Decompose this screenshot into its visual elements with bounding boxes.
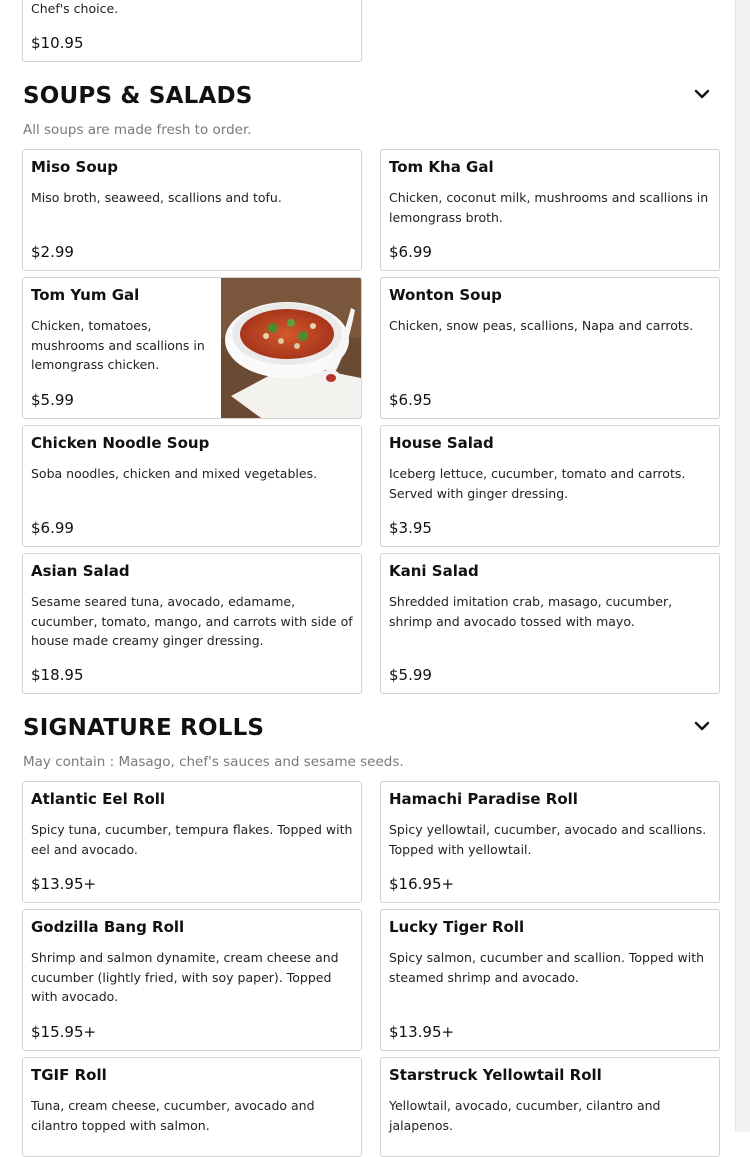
menu-item-description: Miso broth, seaweed, scallions and tofu. xyxy=(31,190,282,205)
menu-item-card-lucky-tiger-roll[interactable] xyxy=(380,909,720,1051)
menu-item-card-kani-salad[interactable] xyxy=(380,553,720,694)
menu-item-name: Hamachi Paradise Roll xyxy=(389,790,578,808)
menu-item-description: Spicy salmon, cucumber and scallion. Topped with steamed shrimp and avocado. xyxy=(389,950,705,985)
menu-item-card-godzilla-bang-roll[interactable] xyxy=(22,909,362,1051)
menu-item-name: Miso Soup xyxy=(31,158,119,176)
section-title-soups-salads: SOUPS & SALADS xyxy=(23,83,253,109)
menu-item-description: Tuna, cream cheese, cucumber, avocado and cilantro topped with salmon. xyxy=(31,1098,315,1133)
menu-item-name: Atlantic Eel Roll xyxy=(31,790,166,808)
menu-item-price: $10.95 xyxy=(31,34,84,52)
menu-item-card-miso-soup[interactable] xyxy=(22,149,362,271)
menu-item-name: TGIF Roll xyxy=(31,1066,107,1084)
menu-item-price: $15.95+ xyxy=(31,1023,97,1041)
menu-item-description: Shrimp and salmon dynamite, cream cheese and cucumber (lightly fried, with soy paper). Topped with avocado. xyxy=(31,950,339,1004)
menu-item-card-tgif-roll[interactable] xyxy=(22,1057,362,1157)
menu-item-description: Chicken, coconut milk, mushrooms and scallions in lemongrass broth. xyxy=(389,190,709,225)
menu-item-card-tom-yum-gal[interactable] xyxy=(22,277,362,419)
menu-item-description: Chicken, snow peas, scallions, Napa and carrots. xyxy=(389,318,694,333)
menu-item-name: Starstruck Yellowtail Roll xyxy=(389,1066,602,1084)
menu-item-price: $13.95+ xyxy=(31,875,97,893)
menu-item-description: Iceberg lettuce, cucumber, tomato and carrots. Served with ginger dressing. xyxy=(389,466,686,501)
menu-item-card-chicken-noodle-soup[interactable] xyxy=(22,425,362,547)
menu-item-price: $6.95 xyxy=(389,391,432,409)
menu-item-card-hamachi-paradise-roll[interactable] xyxy=(380,781,720,903)
menu-item-card-starstruck-yellowtail-roll[interactable] xyxy=(380,1057,720,1157)
menu-item-card-tom-kha-gal[interactable] xyxy=(380,149,720,271)
scrollbar[interactable] xyxy=(735,0,750,1132)
section-subtitle-soups-salads: All soups are made fresh to order. xyxy=(23,122,252,138)
menu-item-name: Asian Salad xyxy=(31,562,130,580)
section-subtitle-signature-rolls: May contain : Masago, chef's sauces and sesame seeds. xyxy=(23,754,404,770)
menu-item-description: Chicken, tomatoes, mushrooms and scallions in lemongrass chicken. xyxy=(31,318,205,372)
menu-item-price: $6.99 xyxy=(389,243,432,261)
menu-item-description: Soba noodles, chicken and mixed vegetables. xyxy=(31,466,318,481)
section-title-signature-rolls: SIGNATURE ROLLS xyxy=(23,715,265,741)
menu-item-description: Yellowtail, avocado, cucumber, cilantro and jalapenos. xyxy=(389,1098,661,1133)
menu-item-price: $6.99 xyxy=(31,519,74,537)
menu-item-name: Lucky Tiger Roll xyxy=(389,918,525,936)
menu-item-card-wonton-soup[interactable] xyxy=(380,277,720,419)
chevron-down-icon[interactable] xyxy=(693,87,711,101)
menu-item-name: Tom Yum Gal xyxy=(31,286,140,304)
menu-item-description: Sesame seared tuna, avocado, edamame, cucumber, tomato, mango, and carrots with side of house made creamy ginger dressing. xyxy=(31,594,353,648)
menu-item-price: $13.95+ xyxy=(389,1023,455,1041)
menu-item-price: $3.95 xyxy=(389,519,432,537)
menu-item-name: Kani Salad xyxy=(389,562,479,580)
menu-item-card-chefs-choice[interactable] xyxy=(22,0,362,62)
menu-item-card-atlantic-eel-roll[interactable] xyxy=(22,781,362,903)
soup-bowl-photo xyxy=(221,278,361,418)
menu-item-name: Godzilla Bang Roll xyxy=(31,918,185,936)
menu-item-description: Spicy tuna, cucumber, tempura flakes. Topped with eel and avocado. xyxy=(31,822,353,857)
menu-item-description: Shredded imitation crab, masago, cucumber, shrimp and avocado tossed with mayo. xyxy=(389,594,673,629)
menu-item-name: House Salad xyxy=(389,434,494,452)
menu-item-name: Chicken Noodle Soup xyxy=(31,434,210,452)
menu-item-price: $16.95+ xyxy=(389,875,455,893)
menu-item-price: $18.95 xyxy=(31,666,84,684)
menu-item-description: Spicy yellowtail, cucumber, avocado and scallions. Topped with yellowtail. xyxy=(389,822,707,857)
menu-item-description: Chef's choice. xyxy=(31,1,119,16)
menu-item-name: Wonton Soup xyxy=(389,286,502,304)
menu-item-card-house-salad[interactable] xyxy=(380,425,720,547)
menu-item-card-asian-salad[interactable] xyxy=(22,553,362,694)
chevron-down-icon[interactable] xyxy=(693,719,711,733)
menu-item-price: $2.99 xyxy=(31,243,74,261)
menu-item-price: $5.99 xyxy=(389,666,432,684)
menu-item-price: $5.99 xyxy=(31,391,74,409)
menu-item-name: Tom Kha Gal xyxy=(389,158,494,176)
